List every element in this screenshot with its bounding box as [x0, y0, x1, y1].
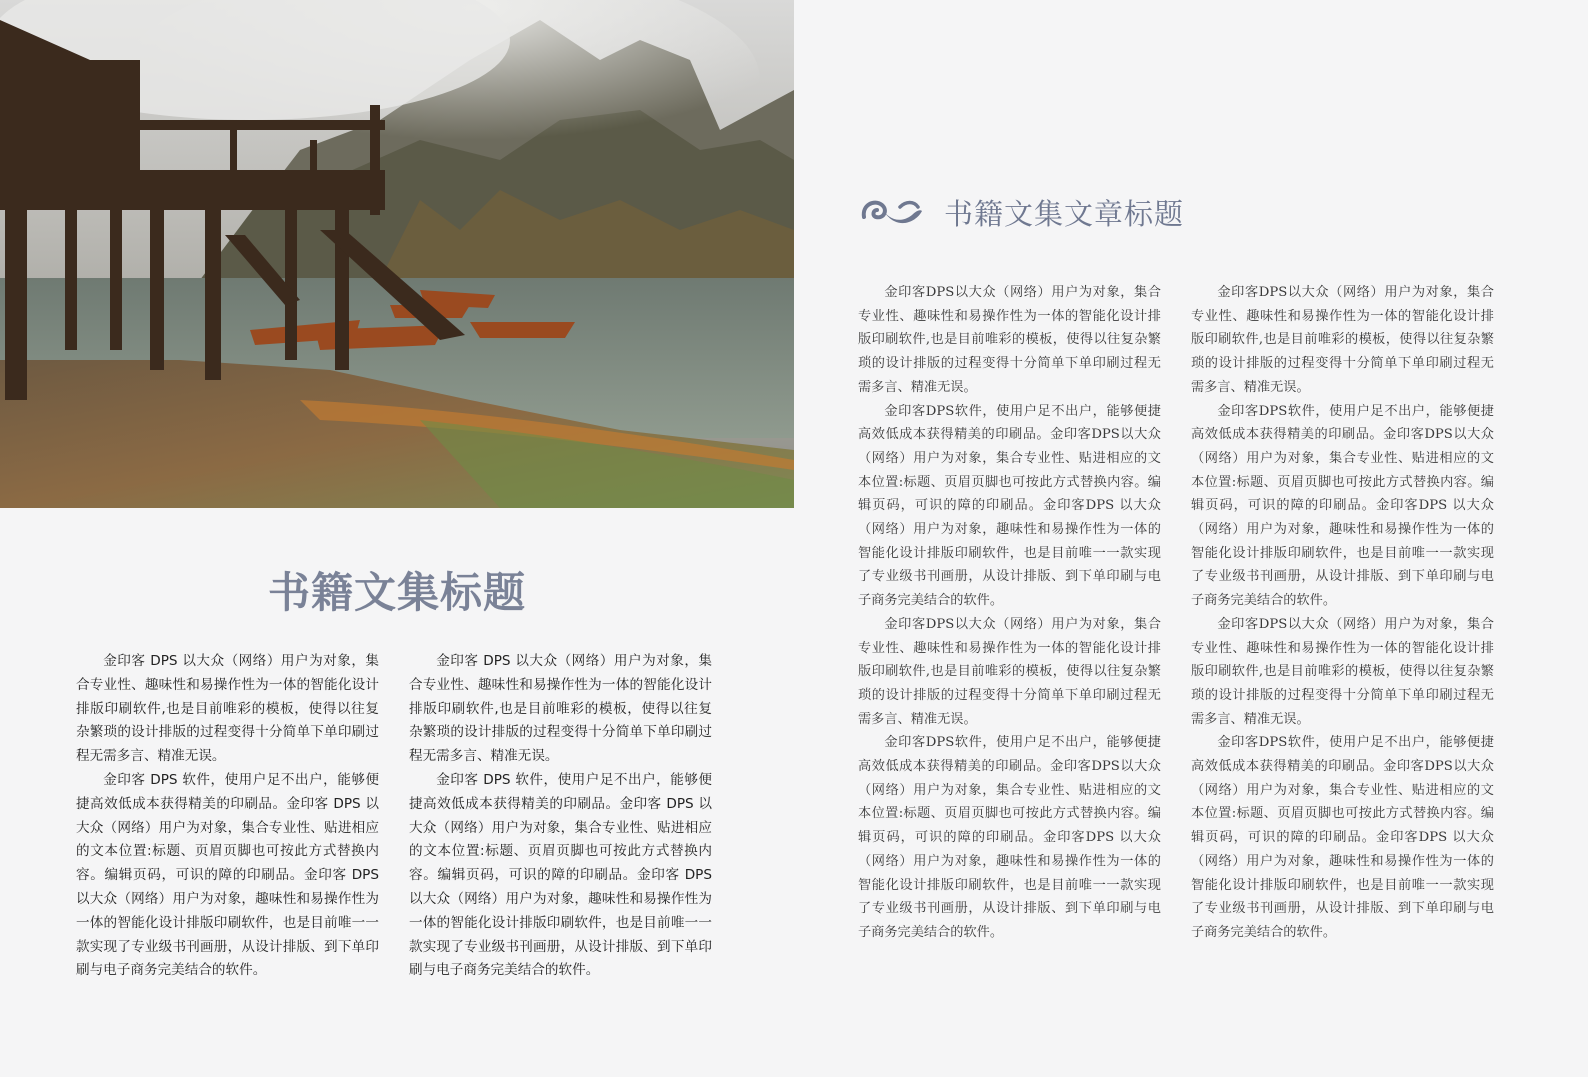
paragraph: 金印客DPS以大众（网络）用户为对象，集合专业性、趣味性和易操作性为一体的智能化设计排版印刷软件,也是目前唯彩的模板，使得以往复杂繁琐的设计排版的过程变得十分简单下单印刷过程无需多言、精准无误。	[858, 616, 1161, 727]
paragraph: 金印客DPS软件，使用户足不出户，能够便捷高效低成本获得精美的印刷品。金印客DPS以大众（网络）用户为对象，集合专业性、贴进相应的文本位置:标题、页眉页脚也可按此方式替换内容。编辑页码，可识的障的印刷品。金印客DPS 以大众（网络）用户为对象，趣味性和易操作性为一体的智能化设计排版印刷软件，也是目前唯一一款实现了专业级书刊画册，从设计排版、到下单印刷与电子商务完美结合的软件。	[1191, 403, 1494, 609]
paragraph: 金印客 DPS 以大众（网络）用户为对象，集合专业性、趣味性和易操作性为一体的智能化设计排版印刷软件,也是目前唯彩的模板，使得以往复杂繁琐的设计排版的过程变得十分简单下单印刷过程无需多言、精准无误。	[409, 653, 712, 765]
paragraph: 金印客DPS以大众（网络）用户为对象，集合专业性、趣味性和易操作性为一体的智能化设计排版印刷软件,也是目前唯彩的模板，使得以往复杂繁琐的设计排版的过程变得十分简单下单印刷过程无需多言、精准无误。	[1191, 285, 1494, 395]
left-column-2	[409, 650, 712, 983]
right-page	[794, 0, 1588, 1077]
paragraph: 金印客DPS以大众（网络）用户为对象，集合专业性、趣味性和易操作性为一体的智能化设计排版印刷软件,也是目前唯彩的模板，使得以往复杂繁琐的设计排版的过程变得十分简单下单印刷过程无需多言、精准无误。	[858, 285, 1161, 395]
paragraph: 金印客 DPS 以大众（网络）用户为对象，集合专业性、趣味性和易操作性为一体的智能化设计排版印刷软件,也是目前唯彩的模板，使得以往复杂繁琐的设计排版的过程变得十分简单下单印刷过程无需多言、精准无误。	[76, 653, 379, 765]
chapter-header	[860, 190, 1184, 234]
left-column-1	[76, 650, 379, 983]
lake-boathouse-photo	[0, 0, 794, 508]
right-column-1	[858, 281, 1161, 945]
paragraph: 金印客DPS以大众（网络）用户为对象，集合专业性、趣味性和易操作性为一体的智能化设计排版印刷软件,也是目前唯彩的模板，使得以往复杂繁琐的设计排版的过程变得十分简单下单印刷过程无需多言、精准无误。	[1191, 616, 1494, 727]
right-column-2	[1191, 281, 1494, 945]
paragraph: 金印客 DPS 软件，使用户足不出户，能够便捷高效低成本获得精美的印刷品。金印客 DPS 以大众（网络）用户为对象，集合专业性、贴进相应的文本位置:标题、页眉页脚也可按此方式替换内容。编辑页码，可识的障的印刷品。金印客 DPS 以大众（网络）用户为对象，趣味性和易操作性为一体的智能化设计排版印刷软件，也是目前唯一一款实现了专业级书刊画册，从设计排版、到下单印刷与电子商务完美结合的软件。	[76, 771, 379, 979]
paragraph: 金印客DPS软件，使用户足不出户，能够便捷高效低成本获得精美的印刷品。金印客DPS以大众（网络）用户为对象，集合专业性、贴进相应的文本位置:标题、页眉页脚也可按此方式替换内容。编辑页码，可识的障的印刷品。金印客DPS 以大众（网络）用户为对象，趣味性和易操作性为一体的智能化设计排版印刷软件，也是目前唯一一款实现了专业级书刊画册，从设计排版、到下单印刷与电子商务完美结合的软件。	[1191, 735, 1494, 940]
wave-ornament-icon	[860, 195, 924, 230]
paragraph: 金印客DPS软件，使用户足不出户，能够便捷高效低成本获得精美的印刷品。金印客DPS以大众（网络）用户为对象，集合专业性、贴进相应的文本位置:标题、页眉页脚也可按此方式替换内容。编辑页码，可识的障的印刷品。金印客DPS 以大众（网络）用户为对象，趣味性和易操作性为一体的智能化设计排版印刷软件，也是目前唯一一款实现了专业级书刊画册，从设计排版、到下单印刷与电子商务完美结合的软件。	[858, 403, 1161, 609]
paragraph: 金印客 DPS 软件，使用户足不出户，能够便捷高效低成本获得精美的印刷品。金印客 DPS 以大众（网络）用户为对象，集合专业性、贴进相应的文本位置:标题、页眉页脚也可按此方式替换内容。编辑页码，可识的障的印刷品。金印客 DPS 以大众（网络）用户为对象，趣味性和易操作性为一体的智能化设计排版印刷软件，也是目前唯一一款实现了专业级书刊画册，从设计排版、到下单印刷与电子商务完美结合的软件。	[409, 771, 712, 979]
chapter-title: 书籍文集文章标题	[944, 196, 1185, 231]
paragraph: 金印客DPS软件，使用户足不出户，能够便捷高效低成本获得精美的印刷品。金印客DPS以大众（网络）用户为对象，集合专业性、贴进相应的文本位置:标题、页眉页脚也可按此方式替换内容。编辑页码，可识的障的印刷品。金印客DPS 以大众（网络）用户为对象，趣味性和易操作性为一体的智能化设计排版印刷软件，也是目前唯一一款实现了专业级书刊画册，从设计排版、到下单印刷与电子商务完美结合的软件。	[858, 735, 1161, 940]
book-title: 书籍文集标题	[267, 568, 526, 617]
